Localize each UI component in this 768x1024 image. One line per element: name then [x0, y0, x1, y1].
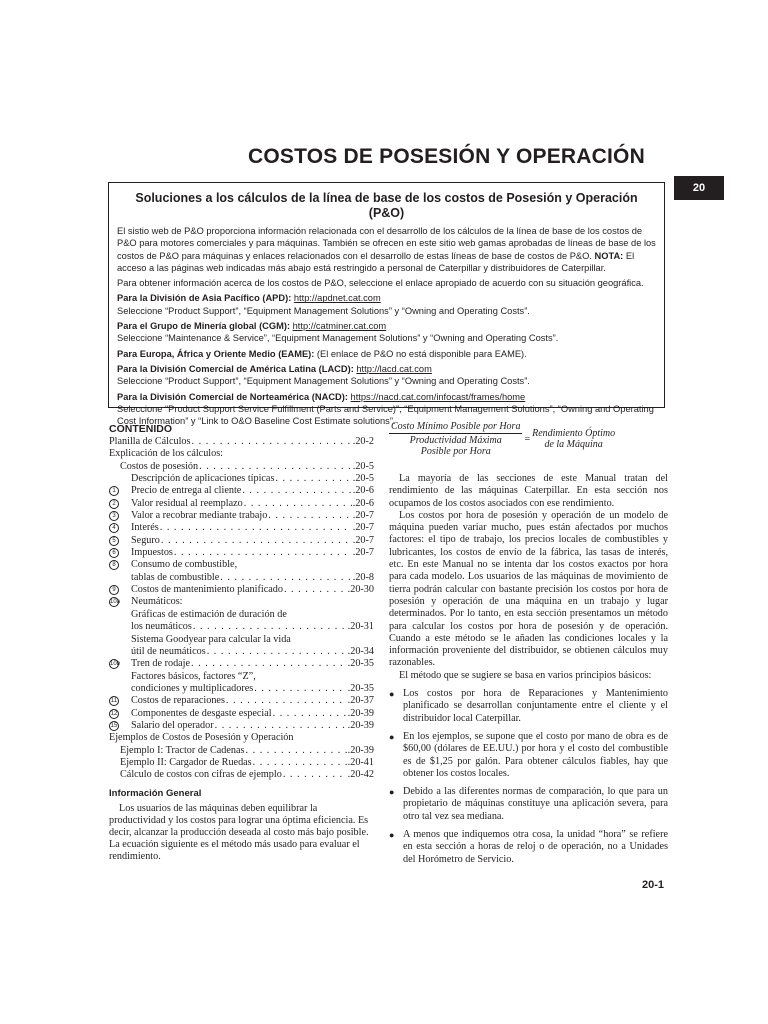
- formula-denominator-2: Posible por Hora: [420, 446, 491, 457]
- toc-item-label: Ejemplo I: Tractor de Cadenas: [120, 744, 245, 756]
- nacd-entry: [117, 391, 656, 403]
- toc-item: [109, 448, 374, 460]
- toc-item: [109, 769, 374, 781]
- toc-item: [109, 634, 374, 646]
- leader-dots: [253, 757, 347, 769]
- page-number: 20-1: [642, 879, 665, 891]
- bullet-item: ● En los ejemplos, se supone que el costo por mano de obra es de $60,00 (dólares de EE.UU.) por hora y el costo del combustible es de $1,25 por galón. Para obtener cálculos fiables, hay que obtener los costos locales.: [389, 730, 668, 779]
- apd-link[interactable]: http://apdnet.cat.com: [293, 293, 381, 304]
- toc-item: [109, 708, 374, 720]
- bullet-icon: ●: [389, 787, 395, 798]
- toc-item-page: .20-35: [347, 658, 374, 670]
- formula-result: [532, 428, 615, 450]
- box-intro: El sistio web de P&O proporciona información relacionada con el desarrollo de los cálculos de la línea de base de los costos de P&O para motores comerciales y para máquinas. También se ofrecen en este sitio web gamas aprobadas de líneas de base de los costos de P&O para máquinas y enlaces relacionados con el desarrollo de estas líneas de base de costos de P&O. NOTA: El acceso a las páginas web indicadas más abajo está restringido a personal de Caterpillar y distribuidores de Caterpillar.: [117, 226, 656, 273]
- toc-item-page: .20-7: [352, 547, 374, 559]
- toc-item: [109, 621, 374, 633]
- toc-list: [109, 436, 374, 782]
- toc-item: [109, 461, 374, 473]
- eame-label: Para Europa, África y Oriente Medio (EAME):: [117, 348, 315, 359]
- toc-item-page: .20-39: [347, 719, 374, 731]
- toc-item-page: .20-8: [352, 571, 374, 583]
- box-heading: Soluciones a los cálculos de la línea de base de los costos de Posesión y Operación (P&O): [135, 191, 638, 220]
- lacd-link[interactable]: http://lacd.cat.com: [356, 363, 432, 374]
- toc-item-label: Factores básicos, factores “Z”,: [131, 670, 256, 682]
- leader-dots: [275, 473, 351, 485]
- toc-item-page: .20-35: [347, 682, 374, 694]
- leader-dots: [193, 621, 347, 633]
- toc-item-page: .20-7: [352, 510, 374, 522]
- toc-item-page: .20-6: [352, 497, 374, 509]
- cgm-select: Seleccione “Maintenance & Service”, “Equipment Management Solutions” y “Owning and Operating Costs”.: [117, 333, 559, 344]
- toc-item-label: Precio de entrega al cliente: [131, 485, 242, 497]
- leader-dots: [242, 485, 351, 497]
- toc-item: [109, 559, 374, 571]
- item-number-icon: 15: [110, 722, 118, 729]
- toc-item-label: Sistema Goodyear para calcular la vida: [131, 633, 291, 645]
- item-number-icon: 2: [109, 499, 119, 509]
- toc-item-page: .20-34: [347, 645, 374, 657]
- item-number-icon: 12: [110, 710, 118, 717]
- toc-item: [109, 757, 374, 769]
- toc-item-page: .20-7: [352, 534, 374, 546]
- toc-item-label: Componentes de desgaste especial: [131, 707, 272, 719]
- toc-item: [109, 695, 374, 707]
- section-tab: 20: [674, 176, 724, 200]
- toc-item-page: .20-5: [352, 473, 374, 485]
- toc-item: [109, 572, 374, 584]
- paragraph-3: El método que se sugiere se basa en varios principios básicos:: [399, 669, 652, 681]
- toc-item: [109, 732, 374, 744]
- toc-item-label: los neumáticos: [131, 621, 192, 633]
- toc-item-page: .20-5: [352, 460, 374, 472]
- paragraph-2: Los costos por hora de posesión y operación de un modelo de máquina pueden variar mucho, pues están afectados por muchos factores: el tipo de trabajo, los precios locales de combustibles y lubricantes, los costos de envío de la fábrica, las tasas de interés, etc. En este Manual no se intenta dar los costos exactos por hora para cada modelo. Los usuarios de las máquinas de movimiento de tierra podrán calcular con bastante precisión los costos por hora de posesión y operación de una máquina en un trabajo y lugar determinados. Por lo tanto, en esta sección presentamos un método para calcular los costos por hora de posesión y de operación. Cuando a este método se le añaden las condiciones locales y la información proveniente del distribuidor, se obtienen cálculos muy razonables.: [389, 509, 668, 669]
- leader-dots: [161, 535, 352, 547]
- toc-item: [109, 584, 374, 596]
- leader-dots: [284, 584, 347, 596]
- paragraph-1: La mayoría de las secciones de este Manual tratan del rendimiento de las máquinas Caterpillar. En esta sección nos ocupamos de los costos asociados con ese rendimiento.: [389, 473, 668, 509]
- toc-item-label: útil de neumáticos: [131, 645, 206, 657]
- toc-item: [109, 535, 374, 547]
- apd-label: Para la División de Asia Pacífico (APD):: [117, 293, 292, 304]
- toc-item-label: Gráficas de estimación de duración de: [131, 608, 287, 620]
- toc-item: [109, 745, 374, 757]
- toc-item-page: .20-7: [352, 522, 374, 534]
- nacd-select: Seleccione “Product Support Service Fulfillment (Parts and Service)”, “Equipment Management Solutions”, “Owning and Operating Cost Information” y “Link to O&O Baseline Cost Estimate solutions”.: [117, 403, 654, 427]
- toc-heading: CONTENIDO: [109, 423, 172, 435]
- eame-text: (El enlace de P&O no está disponible para EAME).: [314, 348, 527, 359]
- toc-item-page: .20-30: [347, 584, 374, 596]
- bullet-item: ● Los costos por hora de Reparaciones y Mantenimiento planificado se desarrollan conjuntamente entre el cliente y el distribuidor local Caterpillar.: [389, 688, 668, 724]
- leader-dots: [246, 745, 347, 757]
- note-label: NOTA:: [594, 250, 624, 261]
- leader-dots: [254, 683, 346, 695]
- toc-item: [109, 671, 374, 683]
- toc-item: [109, 436, 374, 448]
- leader-dots: [268, 510, 351, 522]
- toc-item-label: Consumo de combustible,: [131, 559, 238, 571]
- toc-item-label: Explicación de los cálculos:: [109, 448, 224, 460]
- item-number-icon: 1: [109, 486, 119, 496]
- apd-entry: [117, 292, 656, 304]
- toc-item-label: Neumáticos:: [131, 596, 183, 608]
- note-text: El acceso a las páginas web indicadas más abajo está restringido a personal de Caterpillar y distribuidores de Caterpillar.: [117, 250, 635, 273]
- toc-item: [109, 510, 374, 522]
- right-column: [389, 421, 668, 866]
- toc-item-page: .20-39: [347, 707, 374, 719]
- toc-item: [109, 522, 374, 534]
- item-number-icon: 9: [109, 585, 119, 595]
- leader-dots: [191, 658, 347, 670]
- toc-item: [109, 609, 374, 621]
- toc-item: [109, 498, 374, 510]
- toc-item: [109, 646, 374, 658]
- toc-item-label: Valor residual al reemplazo: [131, 497, 243, 509]
- performance-formula: [389, 421, 668, 457]
- toc-item-page: .20-41: [347, 756, 374, 768]
- leader-dots: [283, 769, 347, 781]
- item-number-icon: 4: [109, 523, 119, 533]
- formula-numerator: Costo Mínimo Posible por Hora: [391, 421, 521, 432]
- bullet-icon: ●: [389, 731, 395, 742]
- item-number-icon: 3: [109, 511, 119, 521]
- lacd-select: Seleccione “Product Support”, “Equipment Management Solutions” y “Owning and Operating Costs”.: [117, 376, 530, 387]
- toc-item-page: .20-39: [347, 744, 374, 756]
- formula-result-1: Rendimiento Óptimo: [532, 428, 616, 439]
- toc-item-label: Planilla de Cálculos: [109, 436, 191, 447]
- leader-dots: [207, 646, 347, 658]
- lacd-label: Para la División Comercial de América Latina (LACD):: [117, 363, 354, 374]
- toc-item-label: Tren de rodaje: [131, 658, 191, 670]
- item-number-icon: 8: [109, 560, 119, 570]
- toc-item: [109, 720, 374, 732]
- apd-select: Seleccione “Product Support”, “Equipment Management Solutions” y “Owning and Operating Costs”.: [117, 305, 530, 316]
- toc-item-page: .20-2: [352, 436, 374, 447]
- toc-item-label: Valor a recobrar mediante trabajo: [131, 510, 268, 522]
- toc-item-page: .20-37: [347, 695, 374, 707]
- info-heading: Información General: [109, 787, 202, 799]
- toc-item-page: .20-31: [347, 621, 374, 633]
- nacd-label: Para la División Comercial de Norteamérica (NACD):: [117, 391, 348, 402]
- leader-dots: [220, 572, 351, 584]
- cgm-entry: [117, 320, 656, 332]
- toc-item: [109, 485, 374, 497]
- leader-dots: [273, 708, 347, 720]
- toc-item-label: condiciones y multiplicadores: [131, 682, 254, 694]
- toc-item-label: Descripción de aplicaciones típicas: [131, 473, 275, 485]
- toc-item-page: .20-6: [352, 485, 374, 497]
- lacd-entry: [117, 363, 656, 375]
- item-number-icon: 10a: [110, 599, 121, 606]
- toc-item-label: Cálculo de costos con cifras de ejemplo: [120, 769, 282, 781]
- bullet-icon: ●: [389, 689, 395, 700]
- leader-dots: [192, 436, 352, 448]
- nacd-link[interactable]: https://nacd.cat.com/infocast/frames/home: [350, 391, 526, 402]
- toc-item: [109, 683, 374, 695]
- toc-item: [109, 473, 374, 485]
- leader-dots: [174, 547, 352, 559]
- leader-dots: [226, 695, 347, 707]
- toc-item: [109, 547, 374, 559]
- item-number-icon: 5: [109, 536, 119, 546]
- toc-item-label: Costos de reparaciones: [131, 695, 225, 707]
- table-of-contents: [109, 423, 374, 863]
- formula-fraction: [389, 421, 522, 457]
- toc-item-label: Ejemplos de Costos de Posesión y Operación: [109, 732, 294, 744]
- info-text: Los usuarios de las máquinas deben equilibrar la productividad y los costos para lograr una óptima eficiencia. Es decir, alcanzar la producción deseada al costo más bajo posible. La ecuación siguiente es el método más usado para evaluar el rendimiento.: [109, 802, 369, 863]
- cgm-label: Para el Grupo de Minería global (CGM):: [117, 321, 291, 332]
- toc-item-label: Impuestos: [131, 547, 173, 559]
- formula-denominator-1: Productividad Máxima: [409, 435, 502, 446]
- toc-item: [109, 596, 374, 608]
- item-number-icon: 6: [109, 548, 119, 558]
- toc-item-label: Costos de posesión: [120, 460, 199, 472]
- eame-entry: [117, 348, 656, 360]
- formula-equals: =: [524, 433, 531, 445]
- bullet-icon: ●: [389, 830, 395, 841]
- leader-dots: [160, 522, 352, 534]
- leader-dots: [199, 461, 352, 473]
- toc-item-label: Costos de mantenimiento planificado: [131, 584, 283, 596]
- toc-item: [109, 658, 374, 670]
- formula-result-2: de la Máquina: [544, 439, 603, 450]
- cgm-link[interactable]: http://catminer.cat.com: [292, 321, 387, 332]
- toc-item-label: Interés: [131, 522, 159, 534]
- bullet-item: ● A menos que indiquemos otra cosa, la unidad “hora” se refiere en esta sección a horas de reloj o de operación, no a Unidades del Horómetro de Servicio.: [389, 829, 668, 865]
- bullet-item: ● Debido a las diferentes normas de comparación, lo que para un propietario de máquinas constituye una aplicación severa, para otro tal vez sea mediana.: [389, 786, 668, 822]
- item-number-icon: 11: [110, 698, 118, 705]
- leader-dots: [244, 498, 352, 510]
- toc-item-page: .20-42: [347, 769, 374, 781]
- toc-item-label: Salario del operador: [131, 719, 214, 731]
- leader-dots: [215, 720, 347, 732]
- box-instruction: Para obtener información acerca de los costos de P&O, seleccione el enlace apropiado de acuerdo con su situación geográfica.: [117, 278, 644, 289]
- page-title: COSTOS DE POSESIÓN Y OPERACIÓN: [248, 145, 645, 168]
- toc-item-label: tablas de combustible: [131, 571, 220, 583]
- toc-item-label: Ejemplo II: Cargador de Ruedas: [120, 756, 252, 768]
- toc-item-label: Seguro: [131, 534, 160, 546]
- item-number-icon: 10b: [110, 661, 121, 668]
